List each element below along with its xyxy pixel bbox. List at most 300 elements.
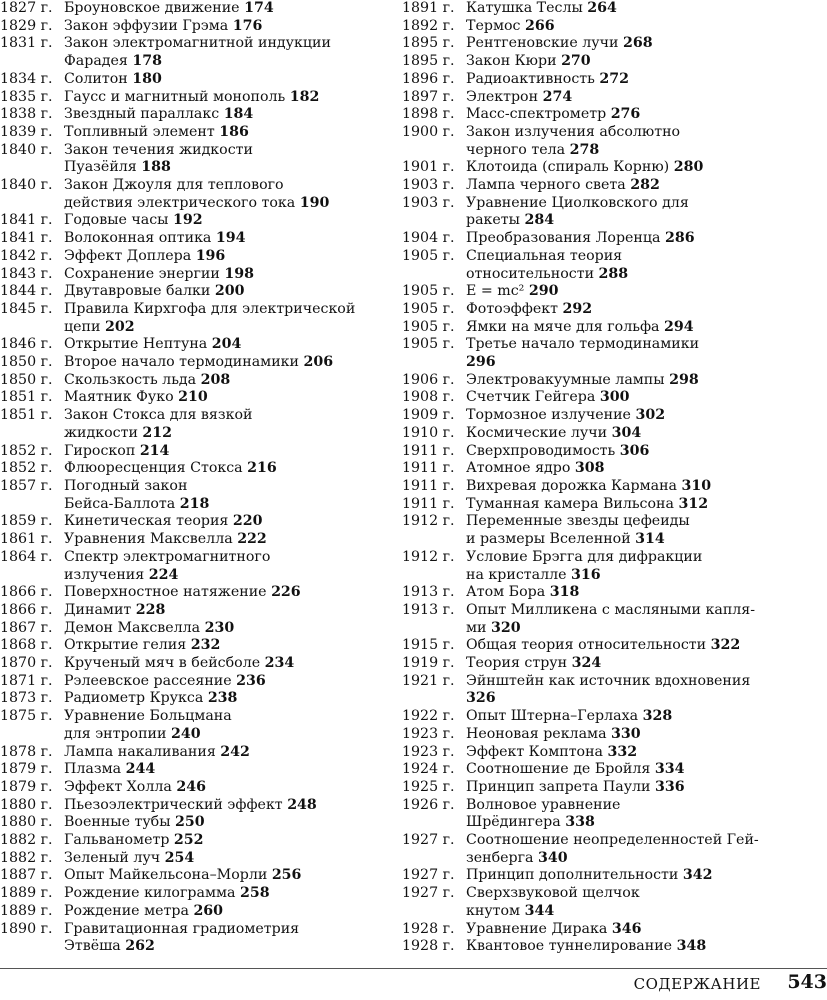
toc-entry xyxy=(402,584,827,602)
entry-page-number: 250 xyxy=(175,814,205,831)
entry-title xyxy=(64,513,392,531)
entry-page-number: 230 xyxy=(204,619,235,636)
entry-year: 1845 г. xyxy=(0,300,53,317)
entry-year: 1839 г. xyxy=(0,123,53,140)
entry-year: 1840 г. xyxy=(0,141,53,158)
entry-title xyxy=(466,938,827,956)
entry-year: 1880 г. xyxy=(0,814,53,831)
entry-page-number: 336 xyxy=(655,778,685,795)
entry-page-number: 318 xyxy=(549,584,580,601)
entry-title-line: Волоконная оптика xyxy=(64,230,212,247)
entry-year: 1880 г. xyxy=(0,796,53,813)
entry-title-line: Масс-спектрометр xyxy=(466,106,607,123)
entry-year: 1912 г. xyxy=(402,548,455,565)
entry-page-number: 258 xyxy=(240,885,270,902)
entry-title xyxy=(466,885,827,920)
entry-page-number: 208 xyxy=(200,371,231,388)
entry-page-number: 214 xyxy=(139,442,170,459)
entry-title-line: кнутом xyxy=(466,902,521,919)
entry-title-line: Кинетическая теория xyxy=(64,513,229,530)
entry-page-number: 228 xyxy=(135,601,166,618)
entry-page-number: 288 xyxy=(598,265,629,282)
toc-entry xyxy=(0,336,392,354)
entry-page-number: 200 xyxy=(214,283,245,300)
entry-year: 1911 г. xyxy=(402,495,455,512)
entry-year: 1827 г. xyxy=(0,0,53,16)
entry-year: 1866 г. xyxy=(0,584,53,601)
toc-entry xyxy=(0,903,392,921)
entry-title-line: Погодный закон xyxy=(64,477,188,494)
entry-title-line: Фарадея xyxy=(64,53,128,70)
entry-title-line: Пьезоэлектрический эффект xyxy=(64,796,283,813)
entry-page-number: 286 xyxy=(664,230,695,247)
entry-title xyxy=(64,620,392,638)
entry-title-line: Радиоактивность xyxy=(466,70,595,87)
entry-year: 1895 г. xyxy=(402,53,455,70)
toc-entry xyxy=(402,726,827,744)
entry-title xyxy=(64,921,392,956)
toc-entry xyxy=(402,885,827,920)
entry-title xyxy=(466,124,827,159)
entry-year: 1844 г. xyxy=(0,283,53,300)
toc-entry xyxy=(0,248,392,266)
entry-page-number: 196 xyxy=(195,247,226,264)
entry-page-number: 310 xyxy=(681,477,712,494)
entry-page-number: 274 xyxy=(542,88,573,105)
entry-title-line: Уравнение Циолковского для xyxy=(466,194,689,211)
entry-title-line: для энтропии xyxy=(64,725,167,742)
toc-entry xyxy=(402,124,827,159)
toc-entry xyxy=(0,124,392,142)
toc-entry xyxy=(0,301,392,336)
entry-year: 1875 г. xyxy=(0,708,53,725)
entry-title xyxy=(466,443,827,461)
entry-title-line: Электровакуумные лампы xyxy=(466,371,665,388)
entry-page-number: 312 xyxy=(678,495,709,512)
entry-page-number: 194 xyxy=(215,230,246,247)
entry-year: 1919 г. xyxy=(402,655,455,672)
toc-entry xyxy=(402,832,827,867)
entry-year: 1882 г. xyxy=(0,832,53,849)
entry-title-line: Закон электромагнитной индукции xyxy=(64,35,331,52)
entry-page-number: 224 xyxy=(148,566,179,583)
entry-title xyxy=(466,53,827,71)
entry-title-line: Демон Максвелла xyxy=(64,619,201,636)
entry-title xyxy=(64,177,392,212)
toc-entry xyxy=(0,478,392,513)
entry-title-line: действия электрического тока xyxy=(64,194,296,211)
entry-year: 1915 г. xyxy=(402,637,455,654)
entry-page-number: 348 xyxy=(676,938,707,955)
toc-entry xyxy=(402,513,827,548)
toc-entry xyxy=(0,531,392,549)
entry-year: 1900 г. xyxy=(402,123,455,140)
toc-entry xyxy=(0,177,392,212)
entry-year: 1879 г. xyxy=(0,778,53,795)
entry-year: 1829 г. xyxy=(0,17,53,34)
entry-page-number: 174 xyxy=(244,0,274,16)
entry-title-line: E = mc² xyxy=(466,283,525,300)
toc-entry xyxy=(0,0,392,18)
entry-title-line: Электрон xyxy=(466,88,539,105)
entry-page-number: 334 xyxy=(654,761,685,778)
entry-title xyxy=(466,832,827,867)
entry-title-line: Открытие Нептуна xyxy=(64,336,208,353)
entry-page-number: 242 xyxy=(220,743,250,760)
running-footer-title: СОДЕРЖАНИЕ xyxy=(633,975,761,993)
entry-year: 1891 г. xyxy=(402,0,455,16)
entry-year: 1895 г. xyxy=(402,35,455,52)
entry-title-line: Гироскоп xyxy=(64,442,136,459)
entry-page-number: 262 xyxy=(125,938,155,955)
toc-entry xyxy=(0,513,392,531)
entry-title-line: Эффект Комптона xyxy=(466,743,604,760)
entry-year: 1913 г. xyxy=(402,584,455,601)
toc-entry xyxy=(402,106,827,124)
toc-entry xyxy=(402,797,827,832)
entry-year: 1912 г. xyxy=(402,513,455,530)
toc-entry xyxy=(0,673,392,691)
entry-page-number: 186 xyxy=(219,123,249,140)
entry-year: 1852 г. xyxy=(0,460,53,477)
entry-title xyxy=(64,443,392,461)
entry-page-number: 282 xyxy=(630,177,660,194)
entry-page-number: 190 xyxy=(299,194,330,211)
entry-page-number: 176 xyxy=(232,17,263,34)
entry-year: 1906 г. xyxy=(402,371,455,388)
toc-entry xyxy=(402,549,827,584)
entry-title-line: Принцип запрета Паули xyxy=(466,778,651,795)
entry-page-number: 338 xyxy=(565,814,595,831)
toc-column-left xyxy=(0,0,392,956)
entry-title xyxy=(466,71,827,89)
entry-title xyxy=(64,673,392,691)
entry-title xyxy=(466,584,827,602)
entry-title xyxy=(64,708,392,743)
entry-title xyxy=(466,0,827,18)
entry-year: 1843 г. xyxy=(0,265,53,282)
entry-year: 1913 г. xyxy=(402,601,455,618)
entry-title xyxy=(64,744,392,762)
entry-year: 1842 г. xyxy=(0,247,53,264)
entry-page-number: 236 xyxy=(236,672,266,689)
entry-title-line: Третье начало термодинамики xyxy=(466,336,700,353)
entry-title xyxy=(64,354,392,372)
toc-entry xyxy=(0,389,392,407)
entry-title-line: Квантовое туннелирование xyxy=(466,938,673,955)
toc-entry xyxy=(0,832,392,850)
entry-title-line: Рентгеновские лучи xyxy=(466,35,619,52)
entry-title xyxy=(64,18,392,36)
entry-title-line: Солитон xyxy=(64,70,128,87)
entry-title-line: Военные тубы xyxy=(64,814,171,831)
toc-entry xyxy=(0,885,392,903)
entry-title xyxy=(466,637,827,655)
footer-divider xyxy=(0,968,827,969)
entry-title xyxy=(466,797,827,832)
entry-page-number: 266 xyxy=(524,17,555,34)
toc-entry xyxy=(0,71,392,89)
entry-page-number: 320 xyxy=(491,619,521,636)
entry-page-number: 248 xyxy=(287,796,317,813)
toc-entry xyxy=(402,35,827,53)
toc-entry xyxy=(0,266,392,284)
entry-title-line: Эффект Холла xyxy=(64,778,172,795)
entry-title xyxy=(64,460,392,478)
entry-title-line: Второе начало термодинамики xyxy=(64,354,299,371)
entry-title xyxy=(466,248,827,283)
toc-entry xyxy=(0,549,392,584)
entry-year: 1870 г. xyxy=(0,655,53,672)
entry-page-number: 260 xyxy=(193,902,224,919)
toc-entry xyxy=(402,443,827,461)
entry-title xyxy=(64,407,392,442)
toc-entry xyxy=(0,708,392,743)
entry-title-line: Скользкость льда xyxy=(64,371,197,388)
entry-page-number: 296 xyxy=(466,354,496,371)
entry-year: 1841 г. xyxy=(0,212,53,229)
entry-title xyxy=(466,35,827,53)
toc-entry xyxy=(0,761,392,779)
entry-title xyxy=(64,336,392,354)
entry-page-number: 240 xyxy=(170,725,201,742)
entry-page-number: 290 xyxy=(528,283,559,300)
entry-title-line: Тормозное излучение xyxy=(466,407,631,424)
entry-title xyxy=(64,690,392,708)
entry-year: 1864 г. xyxy=(0,548,53,565)
entry-title-line: Двутавровые балки xyxy=(64,283,211,300)
entry-title xyxy=(64,212,392,230)
entry-title xyxy=(466,655,827,673)
entry-page-number: 232 xyxy=(190,637,221,654)
entry-year: 1923 г. xyxy=(402,725,455,742)
entry-page-number: 256 xyxy=(271,867,302,884)
entry-title xyxy=(64,761,392,779)
entry-title xyxy=(466,478,827,496)
entry-page-number: 254 xyxy=(164,849,195,866)
entry-page-number: 284 xyxy=(524,212,555,229)
entry-title-line: Специальная теория xyxy=(466,247,623,264)
entry-year: 1921 г. xyxy=(402,672,455,689)
entry-title-line: на кристалле xyxy=(466,566,567,583)
toc-entry xyxy=(402,301,827,319)
entry-title-line: Опыт Майкельсона–Морли xyxy=(64,867,268,884)
entry-year: 1871 г. xyxy=(0,672,53,689)
entry-page-number: 308 xyxy=(574,460,605,477)
entry-page-number: 218 xyxy=(179,495,210,512)
entry-title xyxy=(466,425,827,443)
entry-year: 1859 г. xyxy=(0,513,53,530)
entry-page-number: 270 xyxy=(561,53,591,70)
toc-entry xyxy=(0,814,392,832)
entry-title-line: ракеты xyxy=(466,212,520,229)
entry-year: 1882 г. xyxy=(0,849,53,866)
entry-year: 1857 г. xyxy=(0,477,53,494)
entry-title-line: Эйнштейн как источник вдохновения xyxy=(466,672,751,689)
entry-title-line: Фотоэффект xyxy=(466,300,558,317)
entry-title xyxy=(466,177,827,195)
entry-title xyxy=(64,124,392,142)
toc-entry xyxy=(0,744,392,762)
entry-title-line: Условие Брэгга для дифракции xyxy=(466,548,703,565)
toc-entry xyxy=(402,0,827,18)
toc-entry xyxy=(402,248,827,283)
entry-title xyxy=(64,531,392,549)
entry-title xyxy=(466,726,827,744)
entry-page-number: 212 xyxy=(142,424,173,441)
entry-page-number: 184 xyxy=(223,106,254,123)
entry-year: 1851 г. xyxy=(0,407,53,424)
toc-entry xyxy=(0,655,392,673)
toc-entry xyxy=(0,620,392,638)
entry-title-line: Зеленый луч xyxy=(64,849,161,866)
entry-page-number: 324 xyxy=(571,655,602,672)
entry-title xyxy=(64,885,392,903)
toc-entry xyxy=(402,761,827,779)
toc-entry xyxy=(402,708,827,726)
entry-title xyxy=(64,372,392,390)
entry-year: 1887 г. xyxy=(0,867,53,884)
toc-entry xyxy=(0,921,392,956)
toc-entry xyxy=(402,779,827,797)
entry-year: 1925 г. xyxy=(402,778,455,795)
entry-title xyxy=(64,549,392,584)
entry-title xyxy=(64,283,392,301)
entry-title xyxy=(64,832,392,850)
entry-title-line: Соотношение де Бройля xyxy=(466,761,651,778)
entry-title-line: Волновое уравнение xyxy=(466,796,621,813)
entry-title-line: Флюоресценция Стокса xyxy=(64,460,243,477)
entry-title-line: Закон Стокса для вязкой xyxy=(64,407,253,424)
entry-year: 1835 г. xyxy=(0,88,53,105)
toc-entry xyxy=(402,71,827,89)
entry-title-line: Катушка Теслы xyxy=(466,0,583,16)
entry-title-line: Правила Кирхгофа для электрической xyxy=(64,300,356,317)
entry-year: 1926 г. xyxy=(402,796,455,813)
entry-title-line: Закон течения жидкости xyxy=(64,141,253,158)
entry-title xyxy=(466,301,827,319)
toc-entry xyxy=(402,195,827,230)
entry-page-number: 182 xyxy=(289,88,320,105)
entry-page-number: 294 xyxy=(664,318,694,335)
entry-year: 1903 г. xyxy=(402,177,455,194)
entry-title-line: Счетчик Гейгера xyxy=(466,389,596,406)
toc-entry xyxy=(0,850,392,868)
entry-title-line: Гаусс и магнитный монополь xyxy=(64,88,286,105)
toc-entry xyxy=(402,89,827,107)
entry-page-number: 178 xyxy=(132,53,162,70)
entry-title-line: Плазма xyxy=(64,761,122,778)
toc-entry xyxy=(0,407,392,442)
entry-year: 1879 г. xyxy=(0,761,53,778)
entry-year: 1924 г. xyxy=(402,761,455,778)
entry-page-number: 302 xyxy=(635,407,666,424)
entry-page-number: 202 xyxy=(104,318,135,335)
entry-page-number: 276 xyxy=(610,106,641,123)
entry-year: 1866 г. xyxy=(0,601,53,618)
entry-title-line: Броуновское движение xyxy=(64,0,240,16)
entry-page-number: 264 xyxy=(587,0,617,16)
entry-page-number: 332 xyxy=(607,743,638,760)
toc-entry xyxy=(0,372,392,390)
entry-title xyxy=(466,106,827,124)
toc-entry xyxy=(0,18,392,36)
entry-title-line: Уравнение Больцмана xyxy=(64,708,232,725)
entry-year: 1898 г. xyxy=(402,106,455,123)
toc-entry xyxy=(402,602,827,637)
entry-title xyxy=(466,319,827,337)
toc-entry xyxy=(402,655,827,673)
entry-title xyxy=(466,159,827,177)
entry-title xyxy=(64,89,392,107)
toc-entry xyxy=(0,779,392,797)
entry-title xyxy=(64,602,392,620)
entry-title-line: Крученый мяч в бейсболе xyxy=(64,655,261,672)
entry-page-number: 280 xyxy=(673,159,704,176)
entry-title xyxy=(466,336,827,371)
entry-title xyxy=(466,513,827,548)
toc-entry xyxy=(402,53,827,71)
toc-entry xyxy=(402,637,827,655)
entry-title-line: Гальванометр xyxy=(64,832,170,849)
entry-title-line: Поверхностное натяжение xyxy=(64,584,267,601)
toc-entry xyxy=(0,460,392,478)
entry-page-number: 192 xyxy=(173,212,203,229)
entry-title-line: Закон эффузии Грэма xyxy=(64,17,229,34)
entry-title-line: Клотоида (спираль Корню) xyxy=(466,159,670,176)
toc-entry xyxy=(402,336,827,371)
entry-title-line: Преобразования Лоренца xyxy=(466,230,661,247)
entry-title-line: Открытие гелия xyxy=(64,637,187,654)
entry-title-line: Рождение метра xyxy=(64,902,189,919)
toc-entry xyxy=(0,106,392,124)
entry-year: 1896 г. xyxy=(402,70,455,87)
entry-year: 1838 г. xyxy=(0,106,53,123)
entry-title-line: Годовые часы xyxy=(64,212,169,229)
toc-entry xyxy=(0,637,392,655)
entry-page-number: 328 xyxy=(642,708,673,725)
entry-title-line: Этвёша xyxy=(64,938,121,955)
entry-year: 1873 г. xyxy=(0,690,53,707)
toc-entry xyxy=(402,744,827,762)
toc-entry xyxy=(0,443,392,461)
entry-title-line: цепи xyxy=(64,318,101,335)
entry-title-line: Рождение килограмма xyxy=(64,885,236,902)
toc-entry xyxy=(402,18,827,36)
entry-page-number: 188 xyxy=(141,159,171,176)
entry-title-line: ми xyxy=(466,619,487,636)
entry-year: 1831 г. xyxy=(0,35,53,52)
toc-entry xyxy=(0,584,392,602)
entry-title-line: Атомное ядро xyxy=(466,460,571,477)
entry-title xyxy=(466,372,827,390)
entry-year: 1846 г. xyxy=(0,336,53,353)
entry-year: 1908 г. xyxy=(402,389,455,406)
entry-title-line: Принцип дополнительности xyxy=(466,867,679,884)
entry-title-line: Сверхпроводимость xyxy=(466,442,616,459)
entry-title xyxy=(466,867,827,885)
entry-title xyxy=(466,407,827,425)
entry-page-number: 226 xyxy=(271,584,301,601)
entry-page-number: 304 xyxy=(611,424,642,441)
entry-title xyxy=(64,850,392,868)
entry-year: 1861 г. xyxy=(0,531,53,548)
entry-title-line: Общая теория относительности xyxy=(466,637,707,654)
entry-year: 1868 г. xyxy=(0,637,53,654)
toc-entry xyxy=(0,797,392,815)
entry-year: 1840 г. xyxy=(0,177,53,194)
entry-page-number: 298 xyxy=(669,371,699,388)
